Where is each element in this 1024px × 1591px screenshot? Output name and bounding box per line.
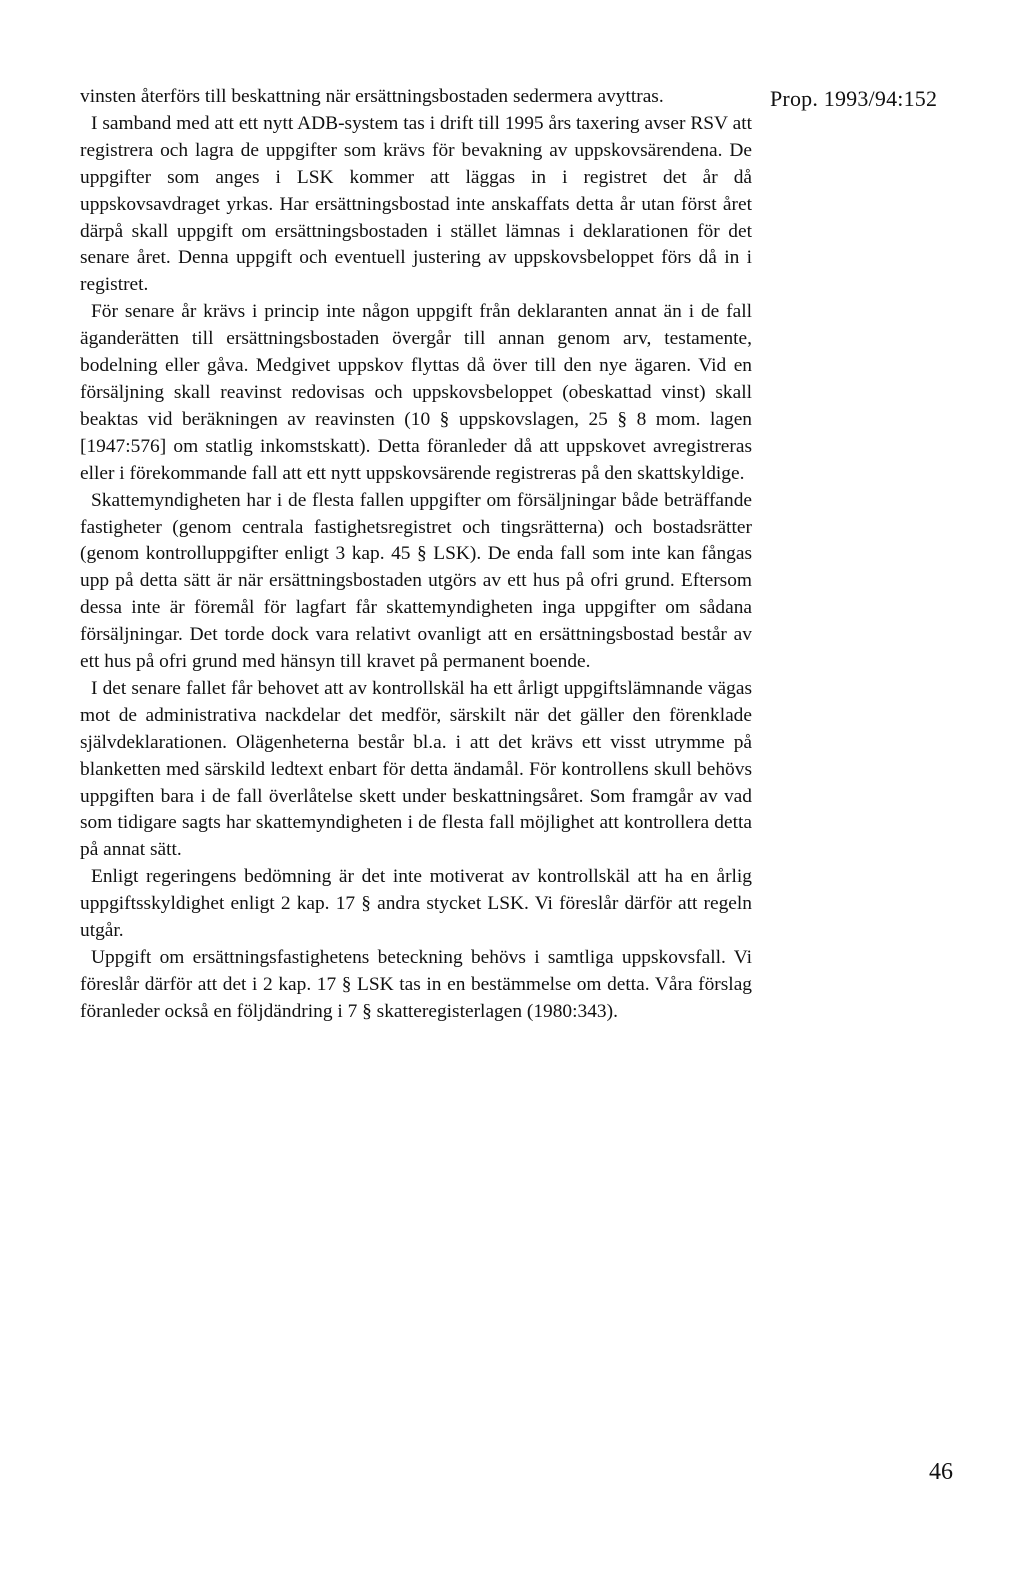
paragraph-tax-authority: Skattemyndigheten har i de flesta fallen uppgifter om försäljningar både beträffande fastigheter (genom centrala fastighetsregistret och tingsrätterna) och bostadsrätter (genom kontrolluppgifter enligt 3 kap. 45 § LSK). De enda fall som inte kan fångas upp på detta sätt är när ersättningsbostaden utgörs av ett hus på ofri grund. Eftersom dessa inte är föremål för lagfart får skattemyndigheten inga uppgifter om sådana försäljningar. Det torde dock vara relativt ovanligt att en ersättningsbostad består av ett hus på ofri grund med hänsyn till kravet på permanent boende. bbox=[80, 489, 752, 673]
paragraph-continuation: vinsten återförs till beskattning när ersättningsbostaden sedermera avyttras. bbox=[80, 86, 664, 107]
paragraph-government-assessment: Enligt regeringens bedömning är det inte motiverat av kontrollskäl att ha en årlig uppgiftsskyldighet enligt 2 kap. 17 § andra stycket LSK. Vi föreslår därför att regeln utgår. bbox=[80, 866, 752, 942]
paragraph-adb-system: I samband med att ett nytt ADB-system tas i drift till 1995 års taxering avser RSV att registrera och lagra de uppgifter som krävs för bevakning av uppskovsärendena. De uppgifter som anges i LSK kommer att läggas in i registret det år då uppskovsavdraget yrkas. Har ersättningsbostad inte anskaffats detta år utan först året därpå skall uppgift om ersättningsbostaden i stället lämnas i deklarationen för det senare året. Denna uppgift och eventuell justering av uppskovsbeloppet förs då in i registret. bbox=[80, 112, 752, 296]
paragraph-later-case: I det senare fallet får behovet att av kontrollskäl ha ett årligt uppgiftslämnande vägas mot de administrativa nackdelar det medför, särskilt när det gäller den förenklade självdeklarationen. Olägenheterna består bl.a. i att det krävs ett visst utrymme på blanketten med särskild ledtext enbart för detta ändamål. För kontrollens skull behövs uppgiften bara i de fall överlåtelse skett under beskattningsåret. Som framgår av vad som tidigare sagts har skattemyndigheten i de flesta fall möjlighet att kontrollera detta på annat sätt. bbox=[80, 677, 752, 861]
body-text bbox=[80, 84, 752, 1026]
paragraph-later-years: För senare år krävs i princip inte någon uppgift från deklaranten annat än i de fall äganderätten till ersättningsbostaden övergår till annan genom arv, testamente, bodelning eller gåva. Medgivet uppskov flyttas då över till den nye ägaren. Vid en försäljning skall reavinst redovisas och uppskovsbeloppet (obeskattad vinst) skall beaktas vid beräkningen av reavinsten (10 § uppskovslagen, 25 § 8 mom. lagen [1947:576] om statlig inkomstskatt). Detta föranleder då att uppskovet avregistreras eller i förekommande fall att ett nytt uppskovsärende registreras på den skattskyldige. bbox=[80, 301, 752, 484]
document-reference: Prop. 1993/94:152 bbox=[770, 86, 938, 111]
page-number: 46 bbox=[929, 1459, 953, 1485]
paragraph-property-designation: Uppgift om ersättningsfastighetens beteckning behövs i samtliga uppskovsfall. Vi föreslår därför att det i 2 kap. 17 § LSK tas in en bestämmelse om detta. Våra förslag föranleder också en följdändring i 7 § skatteregisterlagen (1980:343). bbox=[80, 947, 752, 1022]
